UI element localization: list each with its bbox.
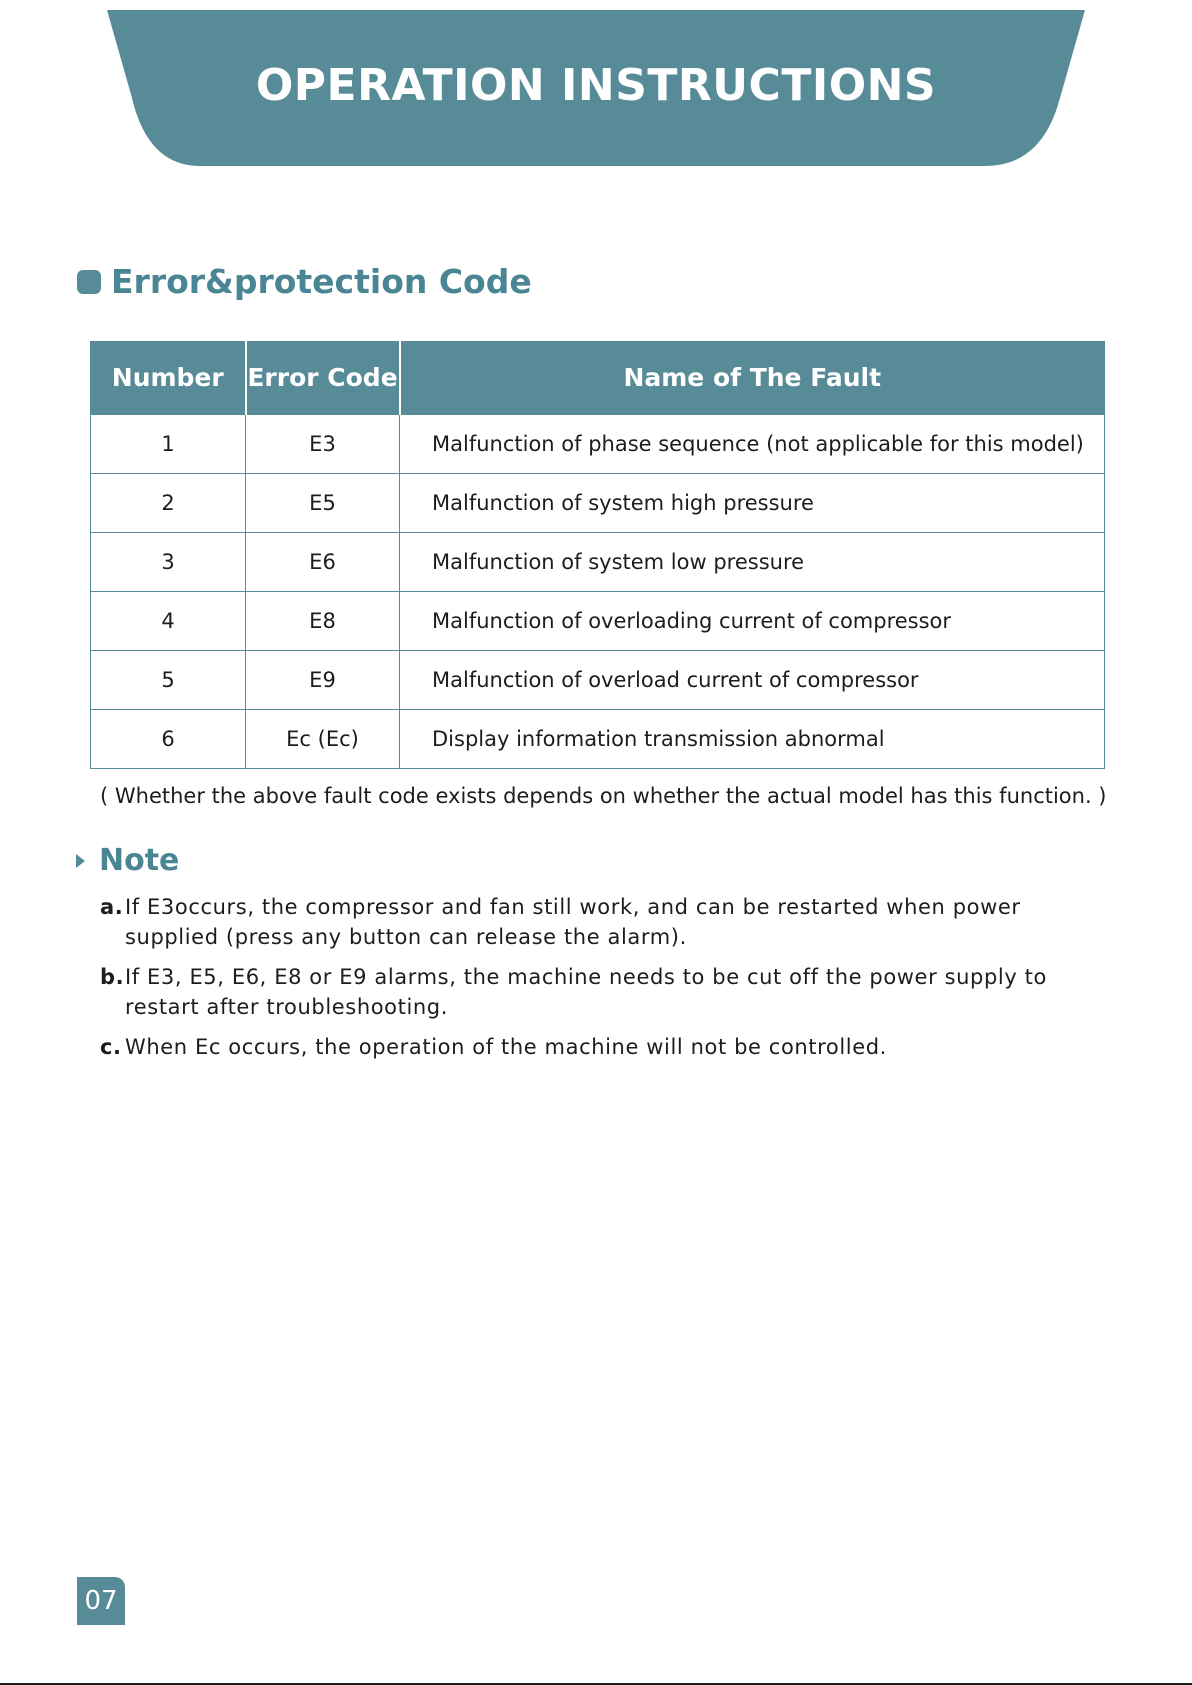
row-fault-name: Malfunction of phase sequence (not applicable for this model) — [400, 415, 1105, 474]
table-footnote: ( Whether the above fault code exists depends on whether the actual model has this function. ) — [100, 784, 1107, 808]
row-fault-name: Malfunction of overload current of compressor — [400, 651, 1105, 710]
row-fault-name: Malfunction of system high pressure — [400, 474, 1105, 533]
note-item-text: If E3, E5, E6, E8 or E9 alarms, the machine needs to be cut off the power supply to restart after troubleshooting. — [125, 965, 1047, 1019]
note-item-letter: a. — [100, 895, 124, 919]
row-error-code: E9 — [246, 651, 400, 710]
note-item-letter: b. — [100, 965, 125, 989]
column-header-number: Number — [91, 341, 246, 415]
row-number: 5 — [91, 651, 246, 710]
row-error-code: E8 — [246, 592, 400, 651]
row-fault-name: Display information transmission abnormal — [400, 710, 1105, 769]
note-heading — [76, 840, 179, 882]
column-header-error-code: Error Code — [246, 341, 400, 415]
section-heading — [77, 258, 532, 306]
note-title: Note — [99, 843, 180, 878]
note-item-text: If E3occurs, the compressor and fan still work, and can be restarted when power supplied (press any button can release the alarm). — [125, 895, 1021, 949]
row-number: 1 — [91, 415, 246, 474]
note-item-letter: c. — [100, 1035, 122, 1059]
table-row — [91, 592, 1105, 651]
section-title: Error&protection Code — [111, 262, 532, 301]
row-error-code: E5 — [246, 474, 400, 533]
column-header-fault-name: Name of The Fault — [400, 341, 1105, 415]
error-code-table — [90, 341, 1105, 769]
page-number-badge: 07 — [77, 1577, 125, 1625]
table-row — [91, 651, 1105, 710]
row-error-code: Ec (Ec) — [246, 710, 400, 769]
row-number: 6 — [91, 710, 246, 769]
triangle-right-icon — [76, 854, 85, 868]
table-header-row — [91, 341, 1105, 415]
row-number: 3 — [91, 533, 246, 592]
row-error-code: E6 — [246, 533, 400, 592]
row-error-code: E3 — [246, 415, 400, 474]
note-item-text: When Ec occurs, the operation of the machine will not be controlled. — [125, 1035, 887, 1059]
note-item — [100, 1032, 1080, 1062]
table-row — [91, 474, 1105, 533]
row-number: 4 — [91, 592, 246, 651]
row-fault-name: Malfunction of overloading current of compressor — [400, 592, 1105, 651]
table-row — [91, 415, 1105, 474]
row-fault-name: Malfunction of system low pressure — [400, 533, 1105, 592]
table-row — [91, 533, 1105, 592]
page-title: OPERATION INSTRUCTIONS — [255, 60, 937, 111]
table-row — [91, 710, 1105, 769]
note-item — [100, 892, 1080, 952]
note-list — [100, 892, 1080, 1072]
note-item — [100, 962, 1080, 1022]
square-bullet-icon — [77, 270, 101, 294]
row-number: 2 — [91, 474, 246, 533]
